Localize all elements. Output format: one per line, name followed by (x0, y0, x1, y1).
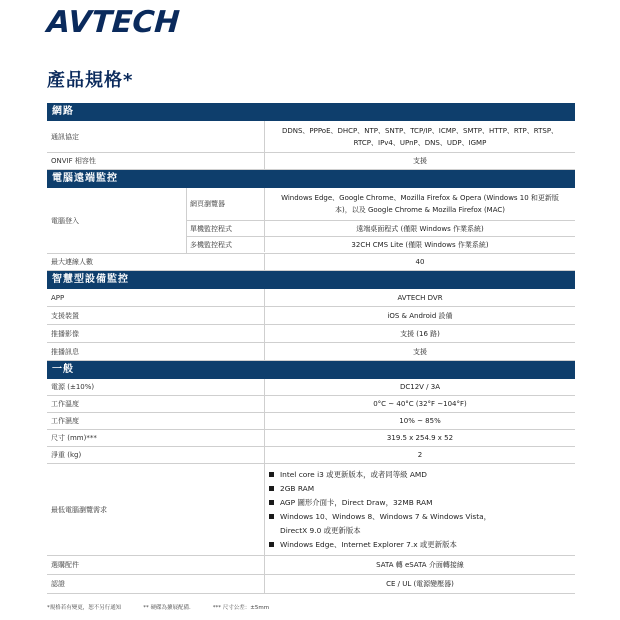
list-item: Intel core i3 或更新版本，或者同等級 AMD (269, 468, 575, 482)
bullet-square-icon (269, 472, 274, 477)
list-item: 2GB RAM (269, 482, 575, 496)
spec-row-protocol (47, 121, 575, 153)
list-item-continuation: DirectX 9.0 或更新版本 (280, 525, 361, 535)
section-header-remote: 電腦遠端監控 (47, 170, 575, 188)
spec-value: DDNS、PPPoE、DHCP、NTP、SNTP、TCP/IP、ICMP、SMTP、HTTP、RTP、RTSP、RTCP、IPv4、UPnP、DNS、UDP、IGMP (281, 126, 559, 147)
spec-label: 淨重 (kg) (47, 447, 265, 463)
spec-value: iOS & Android 設備 (387, 311, 453, 320)
spec-label: 工作溫度 (47, 396, 265, 412)
spec-label: 電腦登入 (47, 188, 187, 253)
spec-row-humidity (47, 413, 575, 430)
spec-row-device (47, 307, 575, 325)
spec-row-size (47, 430, 575, 447)
spec-label: 電源 (±10%) (47, 379, 265, 395)
spec-label: 最大連線人數 (47, 254, 265, 270)
spec-value: AVTECH DVR (397, 293, 443, 302)
spec-sublabel: 單機監控程式 (187, 221, 265, 236)
footnote: *規格若有變更，恕不另行通知 (47, 605, 122, 611)
spec-value: 2 (417, 451, 423, 459)
spec-label: 尺寸 (mm)*** (47, 430, 265, 446)
section-header-smart: 智慧型設備監控 (47, 271, 575, 289)
spec-value: 10% ~ 85% (399, 417, 441, 425)
spec-value: 40 (415, 258, 425, 266)
spec-label: 最低電腦瀏覽需求 (47, 464, 265, 555)
spec-label: APP (47, 289, 265, 306)
bullet-square-icon (269, 486, 274, 491)
bullet-square-icon (269, 514, 274, 519)
spec-subrow-single (187, 220, 575, 236)
spec-value: 支援 (413, 157, 427, 165)
spec-row-pc-login (47, 188, 575, 254)
spec-row-push-msg (47, 343, 575, 361)
spec-value: 32CH CMS Lite (僅限 Windows 作業系統) (351, 240, 489, 249)
spec-sublabel: 多機監控程式 (187, 237, 265, 252)
spec-row-temp (47, 396, 575, 413)
spec-subrow-multi (187, 236, 575, 252)
spec-value: DC12V / 3A (399, 383, 441, 391)
spec-label: 認證 (47, 575, 265, 593)
list-item: AGP 圖形介面卡，Direct Draw，32MB RAM (269, 496, 575, 510)
section-header-network: 網路 (47, 103, 575, 121)
spec-row-weight (47, 447, 575, 464)
spec-label: 支援裝置 (47, 307, 265, 324)
footnote: *** 尺寸公差：±5mm (212, 605, 270, 611)
spec-sublabel: 網頁瀏覽器 (187, 188, 265, 220)
spec-subrow-browser (187, 188, 575, 220)
list-item: Windows 10、Windows 8、Windows 7 & Windows Vista， (269, 510, 575, 524)
footnote: ** 硬碟為擴展配備. (143, 605, 191, 611)
spec-row-accessory (47, 556, 575, 575)
spec-row-pc-requirements (47, 464, 575, 556)
spec-table (47, 103, 575, 594)
spec-value: SATA 轉 eSATA 介面轉接線 (376, 561, 464, 569)
page-title: 產品規格* (47, 70, 134, 91)
footnotes (47, 603, 575, 611)
spec-value: 遠端桌面程式 (僅限 Windows 作業系統) (356, 224, 484, 233)
spec-label: 推播影像 (47, 325, 265, 342)
spec-row-power (47, 379, 575, 396)
spec-value: 319.5 x 254.9 x 52 (386, 434, 454, 442)
bullet-square-icon (269, 542, 274, 547)
requirements-list (265, 464, 575, 555)
spec-label: ONVIF 相容性 (47, 153, 265, 169)
spec-row-app (47, 289, 575, 307)
spec-value: 支援 (16 路) (400, 329, 440, 338)
brand-logo: AVTECH (45, 5, 181, 40)
spec-value: CE / UL (電源變壓器) (386, 580, 454, 588)
spec-row-onvif (47, 153, 575, 170)
section-header-general: 一般 (47, 361, 575, 379)
spec-row-push-video (47, 325, 575, 343)
spec-label: 推播訊息 (47, 343, 265, 360)
spec-label: 工作濕度 (47, 413, 265, 429)
spec-label: 通訊協定 (47, 121, 265, 152)
spec-value: 0°C ~ 40°C (32°F ~104°F) (373, 400, 467, 408)
spec-row-cert (47, 575, 575, 594)
spec-value: 支援 (413, 347, 427, 356)
spec-row-max-users (47, 254, 575, 271)
spec-value: Windows Edge、Google Chrome、Mozilla Firefox & Opera (Windows 10 和更新版本)，以及 Google Chrome & Mozilla Firefox (MAC) (281, 194, 559, 214)
spec-label: 選購配件 (47, 556, 265, 574)
list-item: Windows Edge、Internet Explorer 7.x 或更新版本 (269, 538, 575, 552)
bullet-square-icon (269, 500, 274, 505)
